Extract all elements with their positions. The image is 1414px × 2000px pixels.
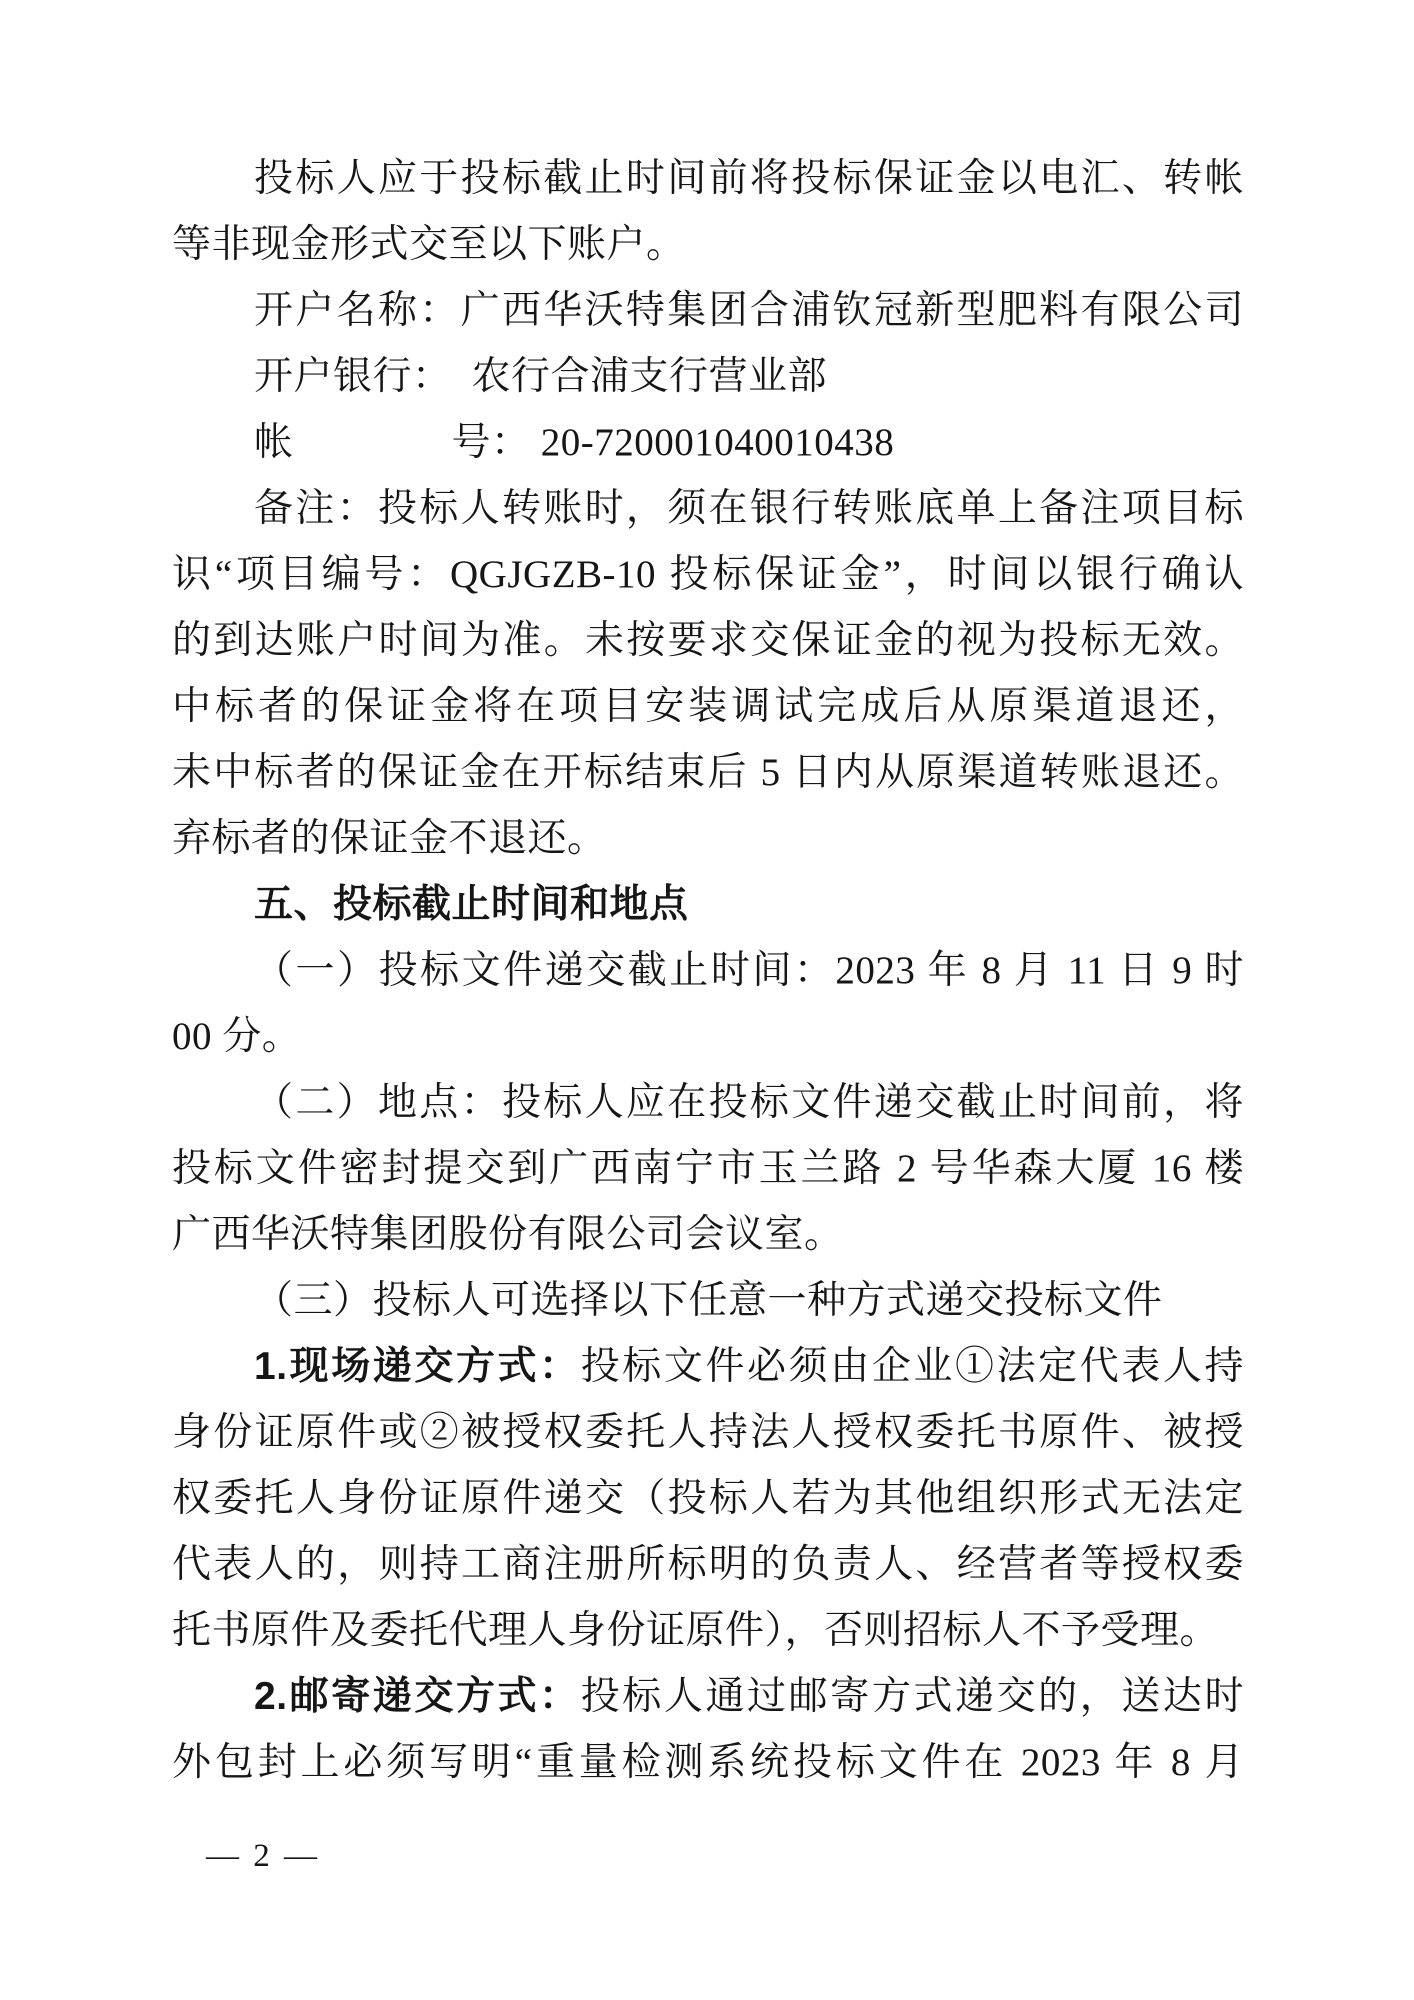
text-run: 托书原件及委托代理人身份证原件），否则招标人不予受理。 [172, 1609, 1220, 1652]
text-line [172, 1070, 1244, 1136]
text-line [172, 872, 1244, 938]
text-line [172, 476, 1244, 542]
text-run: 开户银行： 农行合浦支行营业部 [254, 355, 828, 398]
text-run: 身份证原件或②被授权委托人持法人授权委托书原件、被授 [172, 1411, 1244, 1454]
text-run: 识“项目编号：QGJGZB-10 投标保证金”，时间以银行确认 [172, 553, 1244, 596]
text-line [172, 938, 1244, 1004]
text-line [172, 1004, 1244, 1070]
text-run: 帐 号： 20-720001040010438 [254, 421, 895, 464]
bold-text-run: 1.现场递交方式： [254, 1345, 581, 1388]
text-run: 投标文件必须由企业①法定代表人持 [580, 1345, 1244, 1388]
text-run: 权委托人身份证原件递交（投标人若为其他组织形式无法定 [172, 1477, 1244, 1520]
text-line [172, 1532, 1244, 1598]
text-line [172, 674, 1244, 740]
text-line [172, 278, 1244, 344]
text-line [172, 1136, 1244, 1202]
text-line [172, 740, 1244, 806]
text-line [172, 608, 1244, 674]
text-run: 代表人的，则持工商注册所标明的负责人、经营者等授权委 [172, 1543, 1244, 1586]
text-run: 00 分。 [172, 1015, 302, 1058]
document-body [172, 146, 1244, 1796]
text-line [172, 1598, 1244, 1664]
bold-text-run: 五、投标截止时间和地点 [254, 883, 689, 926]
text-run: 备注：投标人转账时，须在银行转账底单上备注项目标 [254, 487, 1244, 530]
text-line [172, 806, 1244, 872]
text-run: 投标人通过邮寄方式递交的，送达时 [580, 1675, 1244, 1718]
text-line [172, 542, 1244, 608]
text-run: 广西华沃特集团股份有限公司会议室。 [172, 1213, 844, 1256]
text-line [172, 1730, 1244, 1796]
text-line [172, 1466, 1244, 1532]
text-run: 等非现金形式交至以下账户。 [172, 223, 686, 266]
text-line [172, 212, 1244, 278]
text-line [172, 1400, 1244, 1466]
text-run: 弃标者的保证金不退还。 [172, 817, 607, 860]
text-line [172, 344, 1244, 410]
text-line [172, 410, 1244, 476]
text-run: （三）投标人可选择以下任意一种方式递交投标文件 [254, 1279, 1163, 1322]
text-line [172, 1334, 1244, 1400]
text-run: 投标文件密封提交到广西南宁市玉兰路 2 号华森大厦 16 楼 [172, 1147, 1244, 1190]
text-line [172, 146, 1244, 212]
text-run: 未中标者的保证金在开标结束后 5 日内从原渠道转账退还。 [172, 751, 1244, 794]
text-line [172, 1268, 1244, 1334]
text-run: 的到达账户时间为准。未按要求交保证金的视为投标无效。 [172, 619, 1244, 662]
text-run: 外包封上必须写明“重量检测系统投标文件在 2023 年 8 月 [172, 1741, 1244, 1784]
text-line [172, 1202, 1244, 1268]
text-run: （一）投标文件递交截止时间：2023 年 8 月 11 日 9 时 [254, 949, 1244, 992]
page-number: — 2 — [206, 1838, 320, 1874]
text-line [172, 1664, 1244, 1730]
bold-text-run: 2.邮寄递交方式： [254, 1675, 581, 1718]
text-run: 开户名称：广西华沃特集团合浦钦冠新型肥料有限公司 [254, 289, 1244, 332]
text-run: 中标者的保证金将在项目安装调试完成后从原渠道退还， [172, 685, 1244, 728]
text-run: 投标人应于投标截止时间前将投标保证金以电汇、转帐 [254, 157, 1244, 200]
text-run: （二）地点：投标人应在投标文件递交截止时间前，将 [254, 1081, 1244, 1124]
